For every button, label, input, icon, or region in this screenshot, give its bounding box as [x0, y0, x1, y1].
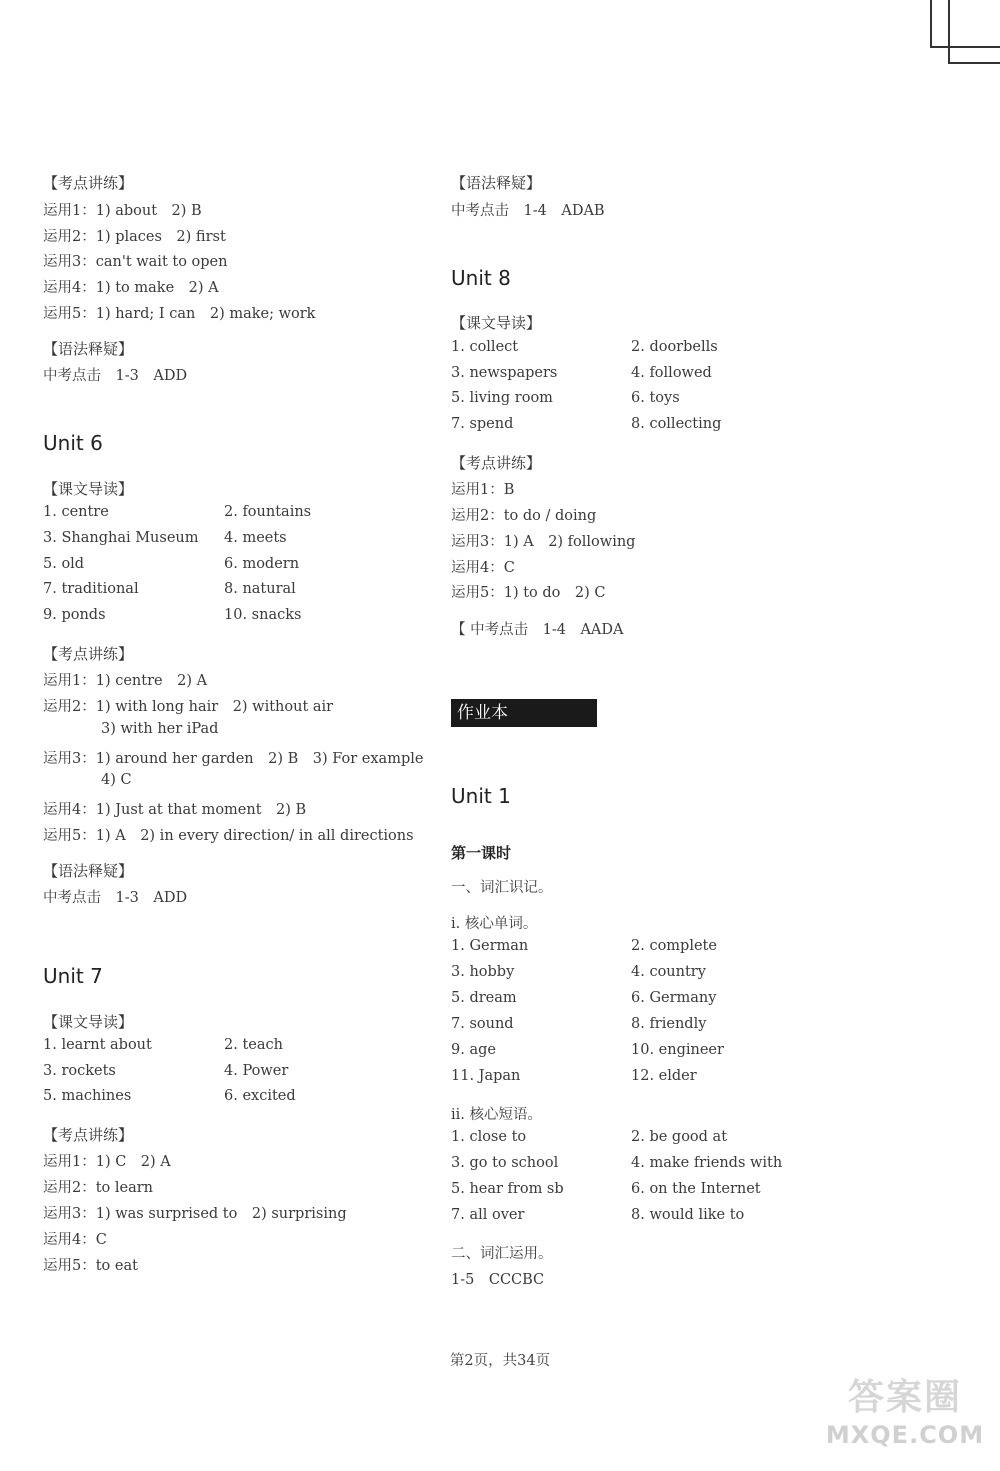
answer-item: 6. modern — [224, 556, 300, 572]
answer-line: 运用2：to do / doing — [451, 508, 597, 524]
answer-item: 4. country — [631, 964, 706, 980]
answer-line: 运用2：1) places 2) first — [43, 229, 226, 245]
answer-line: 4) C — [101, 772, 132, 788]
answer-item: 11. Japan — [451, 1068, 521, 1084]
answer-item: 8. natural — [224, 581, 296, 597]
answer-line: 运用4：C — [451, 560, 515, 576]
answer-line: 运用4：C — [43, 1232, 107, 1248]
answer-item: 6. toys — [631, 390, 680, 406]
answer-item: 5. dream — [451, 990, 517, 1006]
answer-item: 8. collecting — [631, 416, 722, 432]
answer-item: 4. meets — [224, 530, 287, 546]
answer-item: 2. teach — [224, 1037, 283, 1053]
answer-item: 7. sound — [451, 1016, 514, 1032]
answer-item: 8. friendly — [631, 1016, 707, 1032]
answer-line: 运用1：1) centre 2) A — [43, 673, 208, 689]
crop-mark — [948, 62, 1000, 64]
section-heading: 【课文导读】 — [43, 480, 134, 498]
answer-item: 6. Germany — [631, 990, 717, 1006]
watermark — [820, 1373, 990, 1453]
answer-item: 2. complete — [631, 938, 717, 954]
answer-item: 1. collect — [451, 339, 519, 355]
section-heading: 【考点讲练】 — [43, 174, 134, 192]
answer-item: 1. centre — [43, 504, 109, 520]
answer-item: 4. make friends with — [631, 1155, 783, 1171]
section-heading: 【考点讲练】 — [43, 645, 134, 663]
unit-title: Unit 7 — [43, 964, 103, 988]
answer-item: 5. hear from sb — [451, 1181, 564, 1197]
answer-line: 运用2：to learn — [43, 1180, 154, 1196]
answer-line: 运用3：1) around her garden 2) B 3) For example — [43, 751, 424, 767]
workbook-banner: 作业本 — [451, 699, 597, 727]
section-heading: 【课文导读】 — [43, 1013, 134, 1031]
section-heading: 【考点讲练】 — [43, 1126, 134, 1144]
answer-line: 3) with her iPad — [101, 721, 219, 737]
answer-line: 运用3：1) A 2) following — [451, 534, 636, 550]
answer-item: 9. ponds — [43, 607, 106, 623]
answer-line: 运用1：1) about 2) B — [43, 203, 202, 219]
answer-item: 3. Shanghai Museum — [43, 530, 199, 546]
answer-line: 运用2：1) with long hair 2) without air — [43, 699, 334, 715]
section-heading: 【语法释疑】 — [43, 340, 134, 358]
answer-item: 5. old — [43, 556, 85, 572]
answer-line: 1-5 CCCBC — [451, 1272, 545, 1288]
answer-item: 8. would like to — [631, 1207, 745, 1223]
answer-item: 10. engineer — [631, 1042, 724, 1058]
lesson-title: 第一课时 — [451, 844, 512, 862]
answer-item: 12. elder — [631, 1068, 697, 1084]
answer-item: 3. hobby — [451, 964, 515, 980]
answer-line: 运用5：to eat — [43, 1258, 138, 1274]
answer-line: 运用4：1) to make 2) A — [43, 280, 219, 296]
section-heading: 【考点讲练】 — [451, 454, 542, 472]
watermark-logo: 答案圈 — [847, 1377, 962, 1418]
answer-line: 中考点击 1-3 ADD — [43, 368, 188, 384]
answer-line: 运用5：1) A 2) in every direction/ in all directions — [43, 828, 414, 844]
section-heading: 【语法释疑】 — [451, 174, 542, 192]
answer-line: 中考点击 1-4 ADAB — [451, 203, 605, 219]
part-heading: 一、词汇识记。 — [451, 880, 553, 896]
answer-item: 6. excited — [224, 1088, 296, 1104]
answer-item: 5. living room — [451, 390, 553, 406]
answer-line: 中考点击 1-3 ADD — [43, 890, 188, 906]
sub-heading: ii. 核心短语。 — [451, 1107, 542, 1123]
answer-item: 1. German — [451, 938, 529, 954]
sub-heading: i. 核心单词。 — [451, 916, 538, 932]
answer-item: 4. followed — [631, 365, 712, 381]
part-heading: 二、词汇运用。 — [451, 1246, 553, 1262]
answer-item: 2. be good at — [631, 1129, 728, 1145]
answer-line: 运用5：1) hard; I can 2) make; work — [43, 306, 316, 322]
answer-line: 运用5：1) to do 2) C — [451, 585, 606, 601]
answer-line: 运用3：1) was surprised to 2) surprising — [43, 1206, 347, 1222]
answer-item: 3. newspapers — [451, 365, 558, 381]
answer-line: 运用1：1) C 2) A — [43, 1154, 171, 1170]
unit-title: Unit 6 — [43, 431, 103, 455]
answer-item: 2. fountains — [224, 504, 312, 520]
answer-line: 【 中考点击 1-4 AADA — [451, 622, 624, 638]
section-heading: 【语法释疑】 — [43, 862, 134, 880]
answer-item: 1. close to — [451, 1129, 527, 1145]
answer-line: 运用4：1) Just at that moment 2) B — [43, 802, 307, 818]
answer-item: 5. machines — [43, 1088, 132, 1104]
answer-item: 10. snacks — [224, 607, 302, 623]
crop-mark — [930, 46, 1000, 48]
answer-item: 7. spend — [451, 416, 514, 432]
answer-item: 7. traditional — [43, 581, 139, 597]
answer-item: 9. age — [451, 1042, 496, 1058]
watermark-url: MXQE.COM — [825, 1421, 985, 1449]
unit-title: Unit 1 — [451, 784, 511, 808]
page-footer: 第2页，共34页 — [449, 1353, 551, 1369]
crop-mark — [948, 0, 950, 64]
answer-item: 4. Power — [224, 1063, 289, 1079]
crop-mark — [930, 0, 932, 48]
answer-item: 1. learnt about — [43, 1037, 152, 1053]
answer-line: 运用3：can't wait to open — [43, 254, 228, 270]
answer-item: 2. doorbells — [631, 339, 718, 355]
answer-item: 6. on the Internet — [631, 1181, 761, 1197]
unit-title: Unit 8 — [451, 266, 511, 290]
answer-item: 3. go to school — [451, 1155, 559, 1171]
answer-item: 7. all over — [451, 1207, 525, 1223]
answer-line: 运用1：B — [451, 482, 515, 498]
section-heading: 【课文导读】 — [451, 314, 542, 332]
answer-item: 3. rockets — [43, 1063, 116, 1079]
